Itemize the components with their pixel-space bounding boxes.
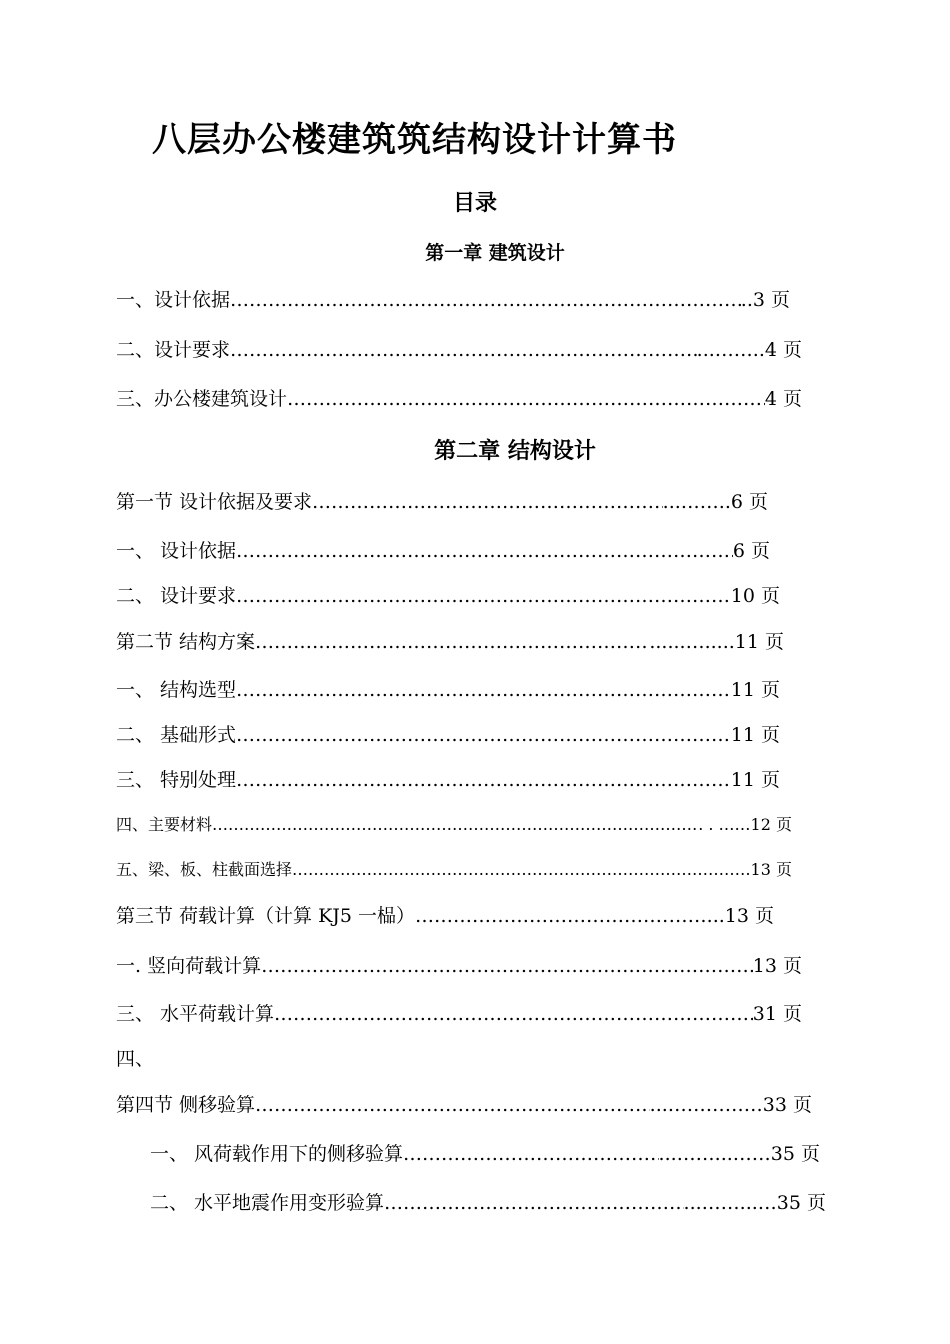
leader-dots	[287, 386, 765, 412]
leader-dots	[212, 812, 698, 838]
leader-dots	[415, 903, 669, 929]
toc-entry[interactable]: 二、 设计要求 ……………………………………………………………………………………………………………………………………………………………… 10 页	[116, 583, 780, 609]
toc-entry[interactable]: 四、主要材料 ……………………………………………………………………………………………………………………………………………………………… . . ……12 页	[116, 812, 792, 838]
leader-dots	[230, 287, 741, 313]
toc-entry[interactable]: 第二节 结构方案 ……………………………………………………………………………………………………………………………………………………………… ......….....11 页	[116, 629, 784, 655]
toc-entry[interactable]: 第一节 设计依据及要求 ……………………………………………………………………………………………………………………………………………………………… ...……..6 页	[116, 489, 768, 515]
toc-entry[interactable]: 三、办公楼建筑设计 ……………………………………………………………………………………………………………………………………………………………… 4 页	[116, 386, 802, 412]
leader-dots	[236, 583, 731, 609]
leader-dots	[236, 538, 733, 564]
toc-entry[interactable]: 二、 基础形式 ……………………………………………………………………………………………………………………………………………………………… 11 页	[116, 722, 780, 748]
toc-heading: 目录	[452, 190, 497, 216]
toc-entry[interactable]: 二、 水平地震作用变形验算 ……………………………………………………………………………………………………………………………………………………………… ...……...…35 页	[150, 1190, 826, 1216]
toc-entry[interactable]: 第三节 荷载计算（计算 KJ5 一榀） ……………………………………………………………………………………………………………………………………………………………… ……...13 页	[116, 903, 774, 929]
leader-dots	[403, 1141, 658, 1167]
toc-entry[interactable]: 三、 水平荷载计算 ……………………………………………………………………………………………………………………………………………………………… 31 页	[116, 1001, 802, 1027]
leader-dots	[261, 953, 753, 979]
toc-entry[interactable]: 一、 风荷载作用下的侧移验算 ……………………………………………………………………………………………………………………………………………………………… ...……...……35 页	[150, 1141, 820, 1167]
leader-dots	[274, 1001, 753, 1027]
leader-dots	[255, 629, 649, 655]
toc-entry: 四、	[116, 1048, 155, 1070]
toc-entry[interactable]: 第四节 侧移验算 ……………………………………………………………………………………………………………………………………………………………… ...……………33 页	[116, 1092, 812, 1118]
leader-dots	[384, 1190, 683, 1216]
toc-entry[interactable]: 三、 特别处理 ……………………………………………………………………………………………………………………………………………………………… 11 页	[116, 767, 780, 793]
leader-dots	[255, 1092, 650, 1118]
leader-dots	[236, 767, 731, 793]
toc-entry[interactable]: 一、 结构选型 ……………………………………………………………………………………………………………………………………………………………… 11 页	[116, 677, 780, 703]
chapter-1-heading: 第一章 建筑设计	[425, 242, 565, 264]
chapter-2-heading: 第二章 结构设计	[434, 438, 596, 464]
leader-dots	[312, 489, 663, 515]
toc-entry[interactable]: 一、设计依据 ……………………………………………………………………………………………………………………………………………………………… ..3 页	[116, 287, 790, 313]
toc-entry[interactable]: 二、设计要求 ……………………………………………………………………………………………………………………………………………………………… ...……..4 页	[116, 337, 802, 363]
document-title: 八层办公楼建筑筑结构设计计算书	[152, 120, 677, 160]
leader-dots	[236, 677, 731, 703]
leader-dots	[292, 857, 751, 883]
leader-dots	[230, 337, 697, 363]
toc-entry[interactable]: 一. 竖向荷载计算 ……………………………………………………………………………………………………………………………………………………………… 13 页	[116, 953, 802, 979]
toc-entry[interactable]: 五、梁、板、柱截面选择 ……………………………………………………………………………………………………………………………………………………………… 13 页	[116, 857, 792, 883]
toc-entry[interactable]: 一、 设计依据 ……………………………………………………………………………………………………………………………………………………………… 6 页	[116, 538, 770, 564]
leader-dots	[236, 722, 731, 748]
